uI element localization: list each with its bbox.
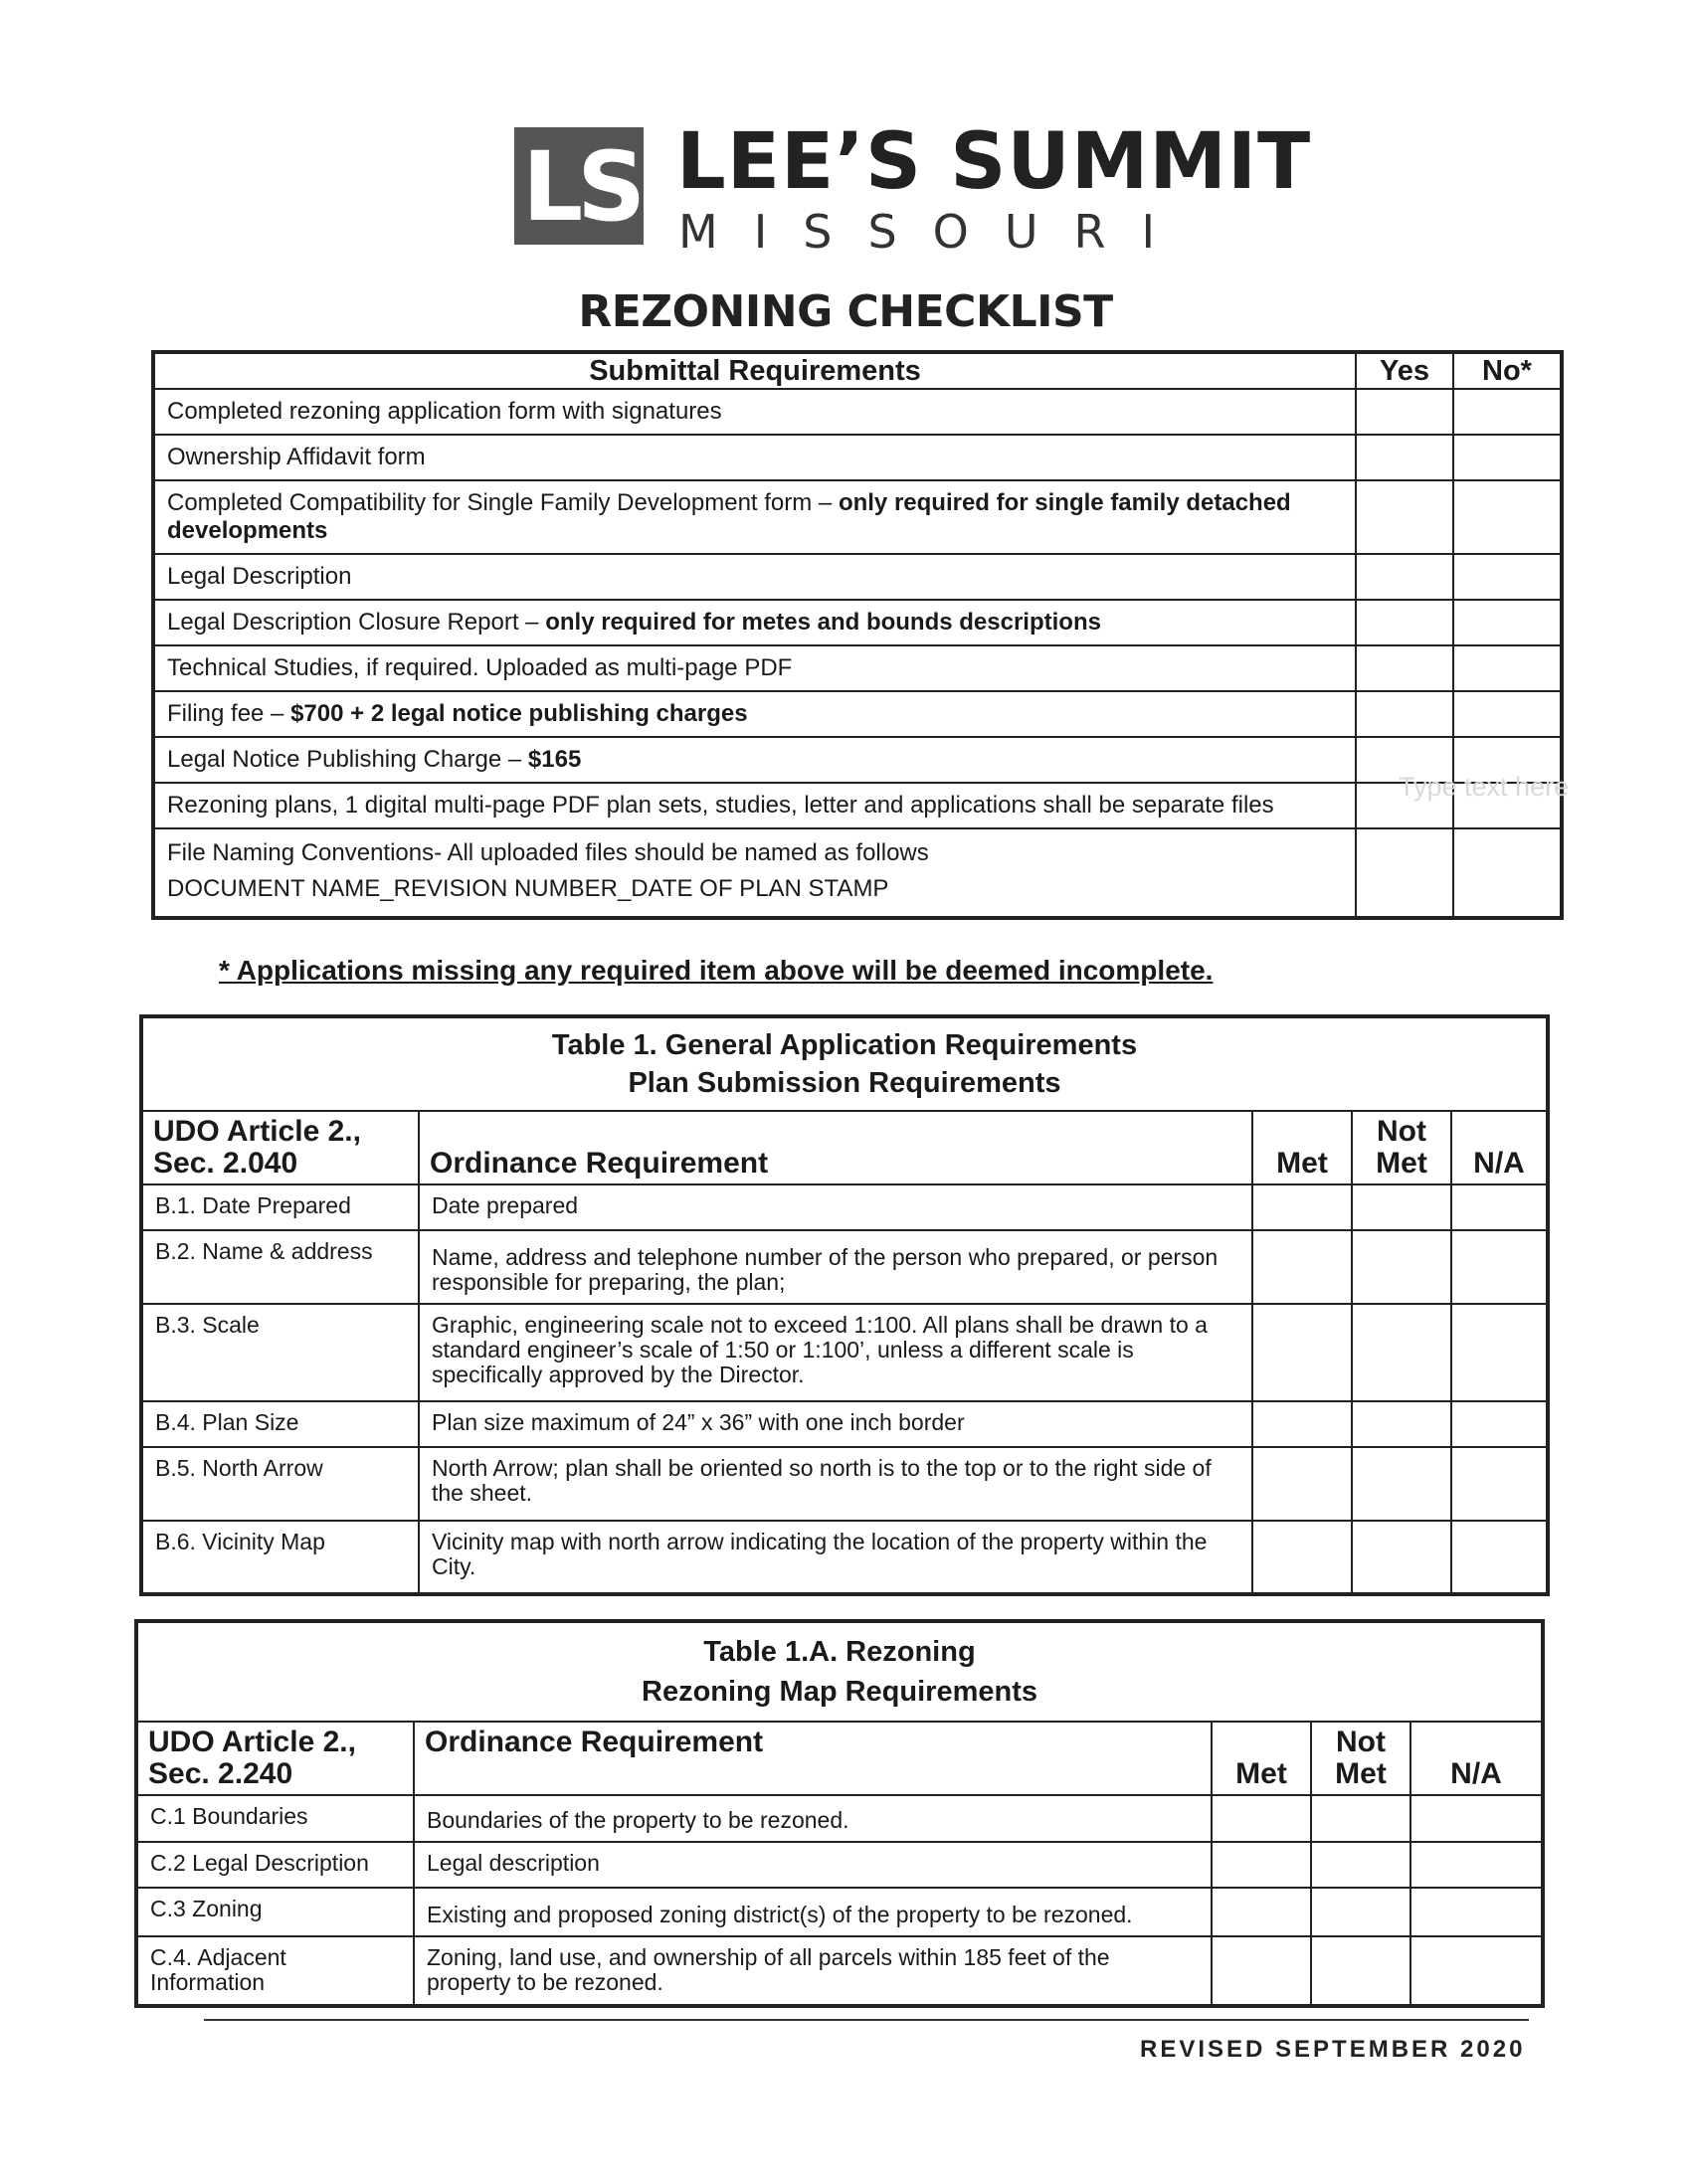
table-row	[153, 691, 1562, 737]
no-checkbox-cell[interactable]	[1453, 645, 1562, 691]
na-checkbox-cell[interactable]	[1451, 1521, 1548, 1594]
yes-checkbox-cell[interactable]	[1356, 480, 1453, 554]
requirement-text: Legal description	[414, 1842, 1212, 1888]
met-checkbox-cell[interactable]	[1252, 1184, 1352, 1230]
table-caption-row	[141, 1016, 1548, 1111]
table-caption-row	[136, 1621, 1543, 1722]
no-checkbox-cell[interactable]	[1453, 480, 1562, 554]
placeholder-ghost-text: Type text here	[1399, 772, 1570, 802]
revised-date: REVISED SEPTEMBER 2020	[1140, 2036, 1526, 2063]
not-met-checkbox-cell[interactable]	[1352, 1401, 1451, 1447]
yes-header: Yes	[1356, 352, 1453, 389]
table-row	[141, 1184, 1548, 1230]
table-row	[136, 1888, 1543, 1936]
table-row	[153, 480, 1562, 554]
table-row	[141, 1230, 1548, 1304]
table-header-row	[141, 1111, 1548, 1184]
met-checkbox-cell[interactable]	[1252, 1304, 1352, 1401]
table-row	[136, 1842, 1543, 1888]
met-checkbox-cell[interactable]	[1252, 1401, 1352, 1447]
table-header-row	[153, 352, 1562, 389]
requirement-text: Graphic, engineering scale not to exceed 1:100. All plans shall be drawn to a standard engineer’s scale of 1:50 or 1:100’, unless a different scale is specifically approved by the Director.	[419, 1304, 1252, 1401]
not-met-checkbox-cell[interactable]	[1311, 1795, 1410, 1842]
requirement-cell: Legal Description Closure Report – only required for metes and bounds descriptions	[153, 600, 1356, 645]
ordinance-requirement-header: Ordinance Requirement	[414, 1722, 1212, 1795]
no-header: No*	[1453, 352, 1562, 389]
table-row	[141, 1521, 1548, 1594]
table-caption: Table 1.A. Rezoning Rezoning Map Requirements	[136, 1621, 1543, 1722]
requirement-cell: File Naming Conventions- All uploaded files should be named as follows DOCUMENT NAME_REVISION NUMBER_DATE OF PLAN STAMP	[153, 828, 1356, 918]
na-checkbox-cell[interactable]	[1451, 1401, 1548, 1447]
table-row	[136, 1795, 1543, 1842]
requirement-text: Vicinity map with north arrow indicating the location of the property within the City.	[419, 1521, 1252, 1594]
no-checkbox-cell[interactable]	[1453, 389, 1562, 435]
table-row	[136, 1936, 1543, 2006]
yes-checkbox-cell[interactable]	[1356, 435, 1453, 480]
section-code: C.4. Adjacent Information	[136, 1936, 414, 2006]
not-met-header: Not Met	[1311, 1722, 1410, 1795]
general-application-requirements-table	[139, 1014, 1550, 1596]
yes-checkbox-cell[interactable]	[1356, 828, 1453, 918]
logo-subtitle: MISSOURI	[678, 205, 1192, 259]
not-met-checkbox-cell[interactable]	[1311, 1936, 1410, 2006]
section-code: B.6. Vicinity Map	[141, 1521, 419, 1594]
yes-checkbox-cell[interactable]	[1356, 645, 1453, 691]
section-code: B.2. Name & address	[141, 1230, 419, 1304]
table-header-row	[136, 1722, 1543, 1795]
footer-divider	[204, 2019, 1529, 2021]
not-met-checkbox-cell[interactable]	[1311, 1842, 1410, 1888]
met-checkbox-cell[interactable]	[1252, 1521, 1352, 1594]
table-row	[153, 783, 1562, 828]
requirement-text: Existing and proposed zoning district(s) of the property to be rezoned.	[414, 1888, 1212, 1936]
table-row	[141, 1304, 1548, 1401]
section-code: B.3. Scale	[141, 1304, 419, 1401]
table-row	[153, 600, 1562, 645]
requirement-text: Zoning, land use, and ownership of all parcels within 185 feet of the property to be rezoned.	[414, 1936, 1212, 2006]
met-checkbox-cell[interactable]	[1252, 1230, 1352, 1304]
table-row	[153, 435, 1562, 480]
table-caption: Table 1. General Application Requirements Plan Submission Requirements	[141, 1016, 1548, 1111]
requirement-cell: Legal Description	[153, 554, 1356, 600]
section-code: C.1 Boundaries	[136, 1795, 414, 1842]
requirement-text: Plan size maximum of 24” x 36” with one inch border	[419, 1401, 1252, 1447]
requirement-cell: Filing fee – $700 + 2 legal notice publishing charges	[153, 691, 1356, 737]
section-code: B.5. North Arrow	[141, 1447, 419, 1521]
requirement-text: North Arrow; plan shall be oriented so north is to the top or to the right side of the sheet.	[419, 1447, 1252, 1521]
na-header: N/A	[1451, 1111, 1548, 1184]
na-checkbox-cell[interactable]	[1410, 1795, 1543, 1842]
na-checkbox-cell[interactable]	[1451, 1447, 1548, 1521]
not-met-checkbox-cell[interactable]	[1352, 1447, 1451, 1521]
met-checkbox-cell[interactable]	[1212, 1842, 1311, 1888]
requirement-cell: Rezoning plans, 1 digital multi-page PDF plan sets, studies, letter and applications shall be separate files	[153, 783, 1356, 828]
met-checkbox-cell[interactable]	[1212, 1795, 1311, 1842]
rezoning-map-requirements-table	[134, 1619, 1545, 2008]
not-met-checkbox-cell[interactable]	[1352, 1521, 1451, 1594]
requirement-text: Name, address and telephone number of the person who prepared, or person responsible for preparing, the plan;	[419, 1230, 1252, 1304]
na-checkbox-cell[interactable]	[1451, 1230, 1548, 1304]
no-checkbox-cell[interactable]	[1453, 600, 1562, 645]
requirement-text: Boundaries of the property to be rezoned.	[414, 1795, 1212, 1842]
no-checkbox-cell[interactable]	[1453, 435, 1562, 480]
incomplete-note: * Applications missing any required item above will be deemed incomplete.	[219, 955, 1214, 986]
not-met-header: Not Met	[1352, 1111, 1451, 1184]
table-row	[153, 645, 1562, 691]
not-met-checkbox-cell[interactable]	[1311, 1888, 1410, 1936]
yes-checkbox-cell[interactable]	[1356, 554, 1453, 600]
page-title: REZONING CHECKLIST	[578, 286, 1113, 337]
requirement-cell: Completed Compatibility for Single Family Development form – only required for single family detached developments	[153, 480, 1356, 554]
no-checkbox-cell[interactable]	[1453, 554, 1562, 600]
requirement-cell: Technical Studies, if required. Uploaded as multi-page PDF	[153, 645, 1356, 691]
requirement-cell: Completed rezoning application form with signatures	[153, 389, 1356, 435]
table-row	[141, 1401, 1548, 1447]
requirement-text: Date prepared	[419, 1184, 1252, 1230]
not-met-checkbox-cell[interactable]	[1352, 1304, 1451, 1401]
table-row	[153, 554, 1562, 600]
met-checkbox-cell[interactable]	[1212, 1936, 1311, 2006]
requirement-cell: Ownership Affidavit form	[153, 435, 1356, 480]
logo-mark	[514, 127, 644, 245]
not-met-checkbox-cell[interactable]	[1352, 1230, 1451, 1304]
met-header: Met	[1212, 1722, 1311, 1795]
logo-title: LEE’S SUMMIT	[676, 117, 1312, 207]
udo-article-header: UDO Article 2., Sec. 2.240	[136, 1722, 414, 1795]
section-code: B.1. Date Prepared	[141, 1184, 419, 1230]
section-code: C.3 Zoning	[136, 1888, 414, 1936]
no-checkbox-cell[interactable]	[1453, 691, 1562, 737]
table-row	[141, 1447, 1548, 1521]
met-checkbox-cell[interactable]	[1252, 1447, 1352, 1521]
na-checkbox-cell[interactable]	[1410, 1936, 1543, 2006]
na-header: N/A	[1410, 1722, 1543, 1795]
table-row	[153, 389, 1562, 435]
yes-checkbox-cell[interactable]	[1356, 600, 1453, 645]
met-header: Met	[1252, 1111, 1352, 1184]
table-row	[153, 737, 1562, 783]
logo-mark-text: LS	[522, 131, 641, 243]
no-checkbox-cell[interactable]	[1453, 828, 1562, 918]
submittal-header: Submittal Requirements	[153, 352, 1356, 389]
section-code: B.4. Plan Size	[141, 1401, 419, 1447]
na-checkbox-cell[interactable]	[1451, 1184, 1548, 1230]
table-row	[153, 828, 1562, 918]
met-checkbox-cell[interactable]	[1212, 1888, 1311, 1936]
not-met-checkbox-cell[interactable]	[1352, 1184, 1451, 1230]
yes-checkbox-cell[interactable]	[1356, 389, 1453, 435]
section-code: C.2 Legal Description	[136, 1842, 414, 1888]
ordinance-requirement-header: Ordinance Requirement	[419, 1111, 1252, 1184]
yes-checkbox-cell[interactable]	[1356, 691, 1453, 737]
requirement-cell: Legal Notice Publishing Charge – $165	[153, 737, 1356, 783]
na-checkbox-cell[interactable]	[1410, 1842, 1543, 1888]
na-checkbox-cell[interactable]	[1451, 1304, 1548, 1401]
submittal-requirements-table	[151, 350, 1564, 920]
na-checkbox-cell[interactable]	[1410, 1888, 1543, 1936]
udo-article-header: UDO Article 2., Sec. 2.040	[141, 1111, 419, 1184]
